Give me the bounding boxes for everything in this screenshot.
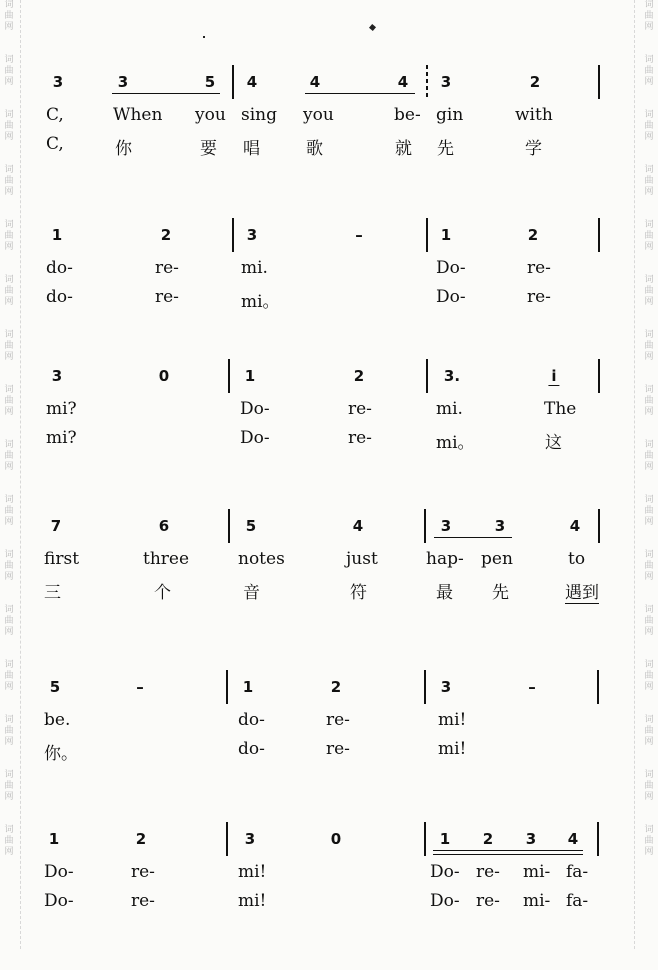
beam-underline <box>433 850 583 851</box>
lyric-zh: Do- <box>436 287 466 307</box>
note: 1 <box>244 367 256 385</box>
note: 3 <box>52 73 64 91</box>
lyric-zh: 音 <box>243 583 260 603</box>
lyric-zh: 要 <box>200 139 217 159</box>
note: 0 <box>330 830 342 848</box>
barline <box>424 509 426 543</box>
beam-underline <box>433 854 583 855</box>
lyric-zh: Do- <box>44 891 74 911</box>
note: 5 <box>204 73 216 91</box>
barline <box>226 822 228 856</box>
barline <box>598 359 600 393</box>
note: 2 <box>135 830 147 848</box>
lyric-zh: re- <box>326 739 350 759</box>
note: 2 <box>527 226 539 244</box>
barline <box>598 218 600 252</box>
lyric-en: you <box>303 105 334 125</box>
beam-underline <box>434 537 512 538</box>
beam-underline <box>305 93 415 94</box>
lyric-zh: 最 <box>436 583 453 603</box>
barline <box>598 65 600 99</box>
lyric-en: mi. <box>241 258 268 278</box>
lyric-zh: mi。 <box>241 292 280 312</box>
note: 2 <box>529 73 541 91</box>
barline <box>232 218 234 252</box>
watermark-left: 词曲网 词曲网 词曲网 词曲网 词曲网 词曲网 词曲网 词曲网 词曲网 词曲网 词曲网 词曲网 词曲网 词曲网 词曲网 词曲网 <box>4 0 14 857</box>
lyric-zh: 唱 <box>243 139 260 159</box>
note: 3 <box>494 517 506 535</box>
lyric-en: pen <box>481 549 513 569</box>
dash: – <box>528 678 536 696</box>
lyric-zh: 先 <box>437 139 454 159</box>
lyric-zh: mi。 <box>436 433 475 453</box>
lyric-en: you <box>195 105 226 125</box>
beam-underline <box>112 93 220 94</box>
lyric-en: to <box>568 549 586 569</box>
lyric-en: hap- <box>426 549 464 569</box>
note: 3 <box>440 678 452 696</box>
lyric-en: do- <box>46 258 73 278</box>
note: 7 <box>50 517 62 535</box>
lyric-zh: re- <box>476 891 500 911</box>
lyric-zh: 学 <box>525 139 542 159</box>
note: 4 <box>567 830 579 848</box>
lyric-en: sing <box>241 105 277 125</box>
lyric-zh: 就 <box>395 139 412 159</box>
high-note: i <box>548 367 559 386</box>
score-system-5 <box>0 678 658 818</box>
lyric-en: mi- <box>523 862 551 882</box>
note: 3 <box>440 73 452 91</box>
lyric-en: C, <box>46 105 64 125</box>
barline <box>424 670 426 704</box>
lyric-en: The <box>544 399 577 419</box>
lyric-en: When <box>113 105 163 125</box>
lyric-en: re- <box>326 710 350 730</box>
lyric-en: notes <box>238 549 285 569</box>
lyric-en: mi! <box>238 862 267 882</box>
lyric-zh: 遇到 <box>565 578 599 604</box>
lyric-zh: mi! <box>438 739 467 759</box>
note: 4 <box>397 73 409 91</box>
lyric-zh: 你 <box>115 139 132 159</box>
lyric-en: re- <box>476 862 500 882</box>
lyric-zh: re- <box>527 287 551 307</box>
barline <box>232 65 234 99</box>
note: 1 <box>48 830 60 848</box>
note: 2 <box>160 226 172 244</box>
lyric-en: Do- <box>430 862 460 882</box>
lyric-en: fa- <box>566 862 589 882</box>
lyric-zh: re- <box>348 428 372 448</box>
note: 4 <box>246 73 258 91</box>
note: 1 <box>242 678 254 696</box>
note: 3 <box>246 226 258 244</box>
note: 2 <box>330 678 342 696</box>
lyric-en: Do- <box>44 862 74 882</box>
note: 0 <box>158 367 170 385</box>
note: 1 <box>439 830 451 848</box>
note: 3 <box>440 517 452 535</box>
ink-speck <box>369 24 376 31</box>
lyric-zh: 三 <box>44 583 61 603</box>
barline <box>597 822 599 856</box>
lyric-en: do- <box>238 710 265 730</box>
note: 3 <box>51 367 63 385</box>
lyric-zh: do- <box>46 287 73 307</box>
score-system-1 <box>0 73 658 213</box>
lyric-zh: 这 <box>545 433 562 453</box>
barline <box>228 359 230 393</box>
note: 1 <box>51 226 63 244</box>
barline <box>597 670 599 704</box>
lyric-zh: 先 <box>492 583 509 603</box>
note: 3 <box>117 73 129 91</box>
note: 4 <box>569 517 581 535</box>
lyric-zh: C, <box>46 134 64 154</box>
lyric-en: Do- <box>240 399 270 419</box>
lyric-en: first <box>44 549 80 569</box>
lyric-en: re- <box>527 258 551 278</box>
note: 2 <box>482 830 494 848</box>
score-system-3 <box>0 367 658 507</box>
lyric-zh: 歌 <box>306 139 323 159</box>
lyric-zh: mi- <box>523 891 551 911</box>
note: 1 <box>440 226 452 244</box>
barline <box>228 509 230 543</box>
note: 5 <box>49 678 61 696</box>
lyric-en: gin <box>436 105 464 125</box>
lyric-zh: mi? <box>46 428 77 448</box>
ink-speck <box>203 36 205 38</box>
dash: – <box>355 226 363 244</box>
lyric-zh: 个 <box>154 583 171 603</box>
note: 5 <box>245 517 257 535</box>
dash: – <box>136 678 144 696</box>
barline <box>426 359 428 393</box>
lyric-zh: Do- <box>430 891 460 911</box>
lyric-zh: re- <box>155 287 179 307</box>
score-system-6 <box>0 830 658 970</box>
lyric-en: with <box>515 105 553 125</box>
lyric-en: re- <box>348 399 372 419</box>
lyric-zh: 你。 <box>44 744 78 764</box>
note: 3 <box>525 830 537 848</box>
lyric-en: be. <box>44 710 71 730</box>
barline <box>226 670 228 704</box>
barline <box>426 218 428 252</box>
barline <box>598 509 600 543</box>
lyric-en: re- <box>131 862 155 882</box>
lyric-zh: 符 <box>350 583 367 603</box>
score-system-2 <box>0 226 658 366</box>
lyric-en: mi? <box>46 399 77 419</box>
score-system-4 <box>0 517 658 657</box>
lyric-zh: fa- <box>566 891 589 911</box>
lyric-en: be- <box>394 105 421 125</box>
note: 4 <box>352 517 364 535</box>
note: 4 <box>309 73 321 91</box>
lyric-en: just <box>346 549 378 569</box>
lyric-zh: Do- <box>240 428 270 448</box>
lyric-zh: do- <box>238 739 265 759</box>
lyric-en: mi. <box>436 399 463 419</box>
lyric-zh: mi! <box>238 891 267 911</box>
lyric-en: mi! <box>438 710 467 730</box>
dotted-note: 3. <box>443 367 461 385</box>
watermark-right: 词曲网 词曲网 词曲网 词曲网 词曲网 词曲网 词曲网 词曲网 词曲网 词曲网 词曲网 词曲网 词曲网 词曲网 词曲网 词曲网 <box>644 0 654 857</box>
lyric-en: re- <box>155 258 179 278</box>
barline <box>424 822 426 856</box>
lyric-en: Do- <box>436 258 466 278</box>
note: 2 <box>353 367 365 385</box>
note: 3 <box>244 830 256 848</box>
note: 6 <box>158 517 170 535</box>
dashed-barline <box>426 65 428 99</box>
lyric-zh: re- <box>131 891 155 911</box>
lyric-en: three <box>143 549 190 569</box>
